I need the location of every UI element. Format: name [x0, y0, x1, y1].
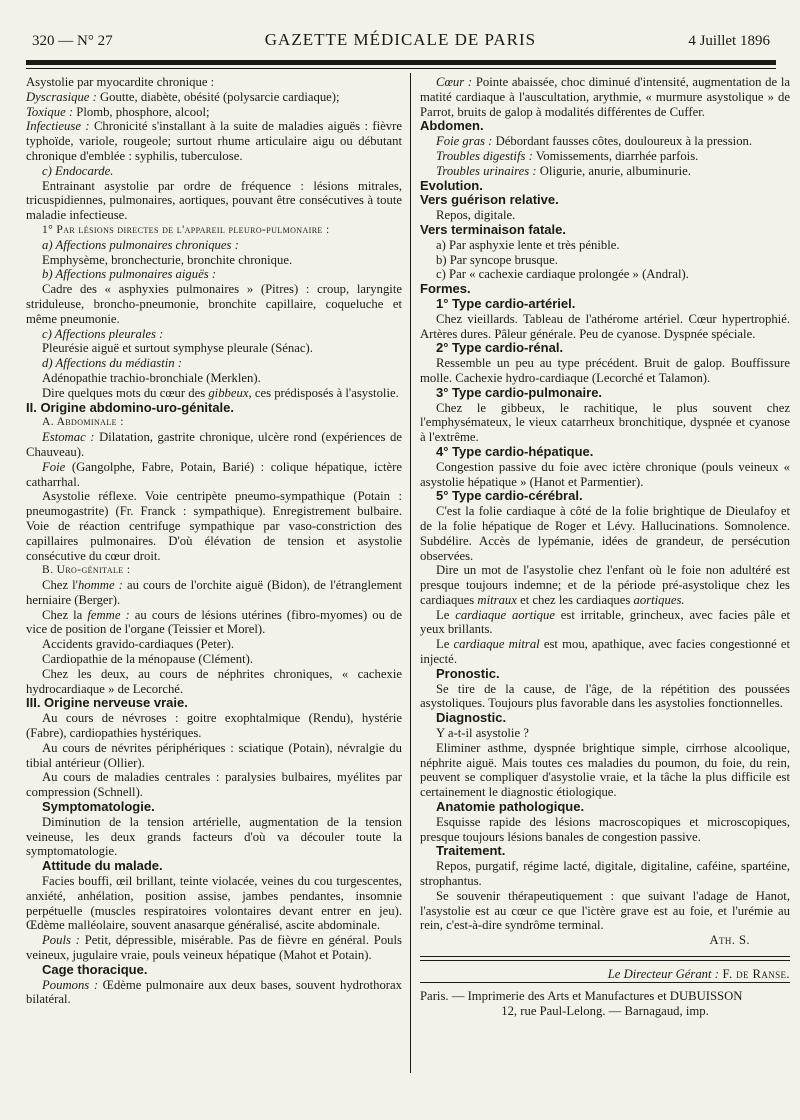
author-signature: Ath. S.	[709, 933, 750, 948]
subsection-heading: B. Uro-génitale :	[42, 564, 131, 577]
newspaper-page	[26, 30, 791, 1109]
paragraph: Chez les deux, au cours de néphrites chroniques, « cachexie hydrocardiaque » de Lecorché.	[26, 666, 402, 696]
footer-rule	[420, 956, 790, 957]
paragraph: Esquisse rapide des lésions macroscopiques et microscopiques, presque toujours lésions banales de congestion passive.	[420, 814, 790, 844]
paragraph: Emphysème, bronchecturie, bronchite chronique.	[42, 252, 293, 267]
subsection-heading: Vers guérison relative.	[420, 192, 559, 208]
subsection-heading: 2° Type cardio-rénal.	[436, 340, 564, 356]
paragraph: Au cours de maladies centrales : paralysies bulbaires, myélites par compression (Schnell).	[26, 770, 402, 800]
director-line: Le Directeur Gérant : F. de Ranse.	[607, 967, 790, 982]
paragraph: Poumons : Œdème pulmonaire aux deux bases, souvent hydrothorax bilatéral.	[26, 977, 402, 1007]
paragraph: Dire quelques mots du cœur des gibbeux, ces prédisposés à l'asystolie.	[42, 385, 399, 400]
paragraph: b) Affections pulmonaires aiguës :	[42, 267, 217, 282]
paragraph: Cœur : Pointe abaissée, choc diminué d'intensité, augmentation de la matité cardiaque à l'auscultation, arythmie, « murmure asystolique » de Parrot, bruits de galop à modalités différentes de Cuffer.	[420, 75, 790, 119]
paragraph: Se tire de la cause, de l'âge, de la répétition des poussées asystoliques. Toujours plus favorable dans les asystolies fonctionnelles.	[420, 681, 790, 711]
section-heading: III. Origine nerveuse vraie.	[26, 695, 188, 711]
imprint-line: Paris. — Imprimerie des Arts et Manufactures et DUBUISSON	[420, 988, 743, 1003]
paragraph: a) Par asphyxie lente et très pénible.	[436, 237, 620, 252]
paragraph: Asystolie par myocardite chronique :	[26, 75, 215, 89]
footer-rule	[420, 960, 790, 961]
paragraph: Entrainant asystolie par ordre de fréquence : lésions mitrales, tricuspidiennes, pulmonaires, aortiques, pouvant être consécutives à toute maladie infectieuse.	[26, 178, 402, 223]
paragraph: Repos, digitale.	[436, 208, 516, 223]
paragraph: Dire un mot de l'asystolie chez l'enfant où le foie non adultéré est presque toujours indemne; et de la période pré-asystolique chez les cardiaques mitraux et chez les cardiaques aortiques.	[420, 563, 790, 607]
footer-rule	[420, 982, 790, 983]
column-divider	[410, 73, 411, 1073]
paragraph: Y a-t-il asystolie ?	[436, 726, 529, 741]
paragraph: Au cours de névrites périphériques : sciatique (Potain), névralgie du tibial antérieur (Ollier).	[26, 740, 402, 770]
paragraph: a) Affections pulmonaires chroniques :	[42, 237, 239, 252]
paragraph: Eliminer asthme, dyspnée brightique simple, cirrhose alcoolique, néphrite aiguë. Mais toutes ces maladies du poumon, du foie, du rein, peuvent se compliquer d'asystolie vraie, et la tâche la plus difficile est certainement le diagnostic étiologique.	[420, 740, 790, 800]
printer-imprint	[420, 989, 790, 1019]
paragraph: b) Par syncope brusque.	[436, 252, 558, 267]
page-header	[26, 30, 776, 52]
paragraph: Pleurésie aiguë et surtout symphyse pleurale (Sénac).	[42, 341, 313, 356]
paragraph: Au cours de névroses : goitre exophtalmique (Rendu), hystérie (Fabre), cardiopathies hystériques.	[26, 711, 402, 741]
paragraph: Adénopathie trachio-bronchiale (Merklen).	[42, 370, 261, 385]
right-column	[420, 75, 790, 1018]
paragraph: Cadre des « asphyxies pulmonaires » (Pitres) : croup, laryngite striduleuse, broncho-pneumonie, bronchite capillaire, coqueluche et même pneumonie.	[26, 282, 402, 326]
paragraph: Troubles urinaires : Oligurie, anurie, albuminurie.	[436, 163, 691, 178]
section-heading: Attitude du malade.	[42, 858, 163, 874]
subsection-heading: 1° Type cardio-artériel.	[436, 295, 576, 311]
section-heading: Diagnostic.	[436, 710, 507, 726]
paragraph: Dyscrasique : Goutte, diabète, obésité (polysarcie cardiaque);	[26, 89, 340, 104]
section-heading: Abdomen.	[420, 118, 484, 134]
imprint-line: 12, rue Paul-Lelong. — Barnagaud, imp.	[501, 1003, 709, 1018]
paragraph: Infectieuse : Chronicité s'installant à la suite de maladies aiguës : fièvre typhoïde, variole, rougeole; surtout rhume articulaire aigu ou débutant chronique d'emblée : syphilis, tuberculose.	[26, 119, 402, 163]
paragraph: Congestion passive du foie avec ictère chronique (pouls veineux « asystolie hépatique » (Hanot et Parmentier).	[420, 459, 790, 489]
subsection-heading: 1° Par lésions directes de l'appareil pleuro-pulmonaire :	[42, 223, 330, 236]
header-rule-thick	[26, 60, 776, 65]
paragraph: Foie (Gangolphe, Fabre, Potain, Barié) : colique hépatique, ictère catharrhal.	[26, 459, 402, 489]
subsection-heading: 4° Type cardio-hépatique.	[436, 443, 594, 459]
issue-date: 4 Juillet 1896	[688, 33, 770, 49]
section-heading: Formes.	[420, 281, 471, 297]
paragraph: c) Endocarde.	[42, 163, 114, 178]
paragraph: Troubles digestifs : Vomissements, diarrhée parfois.	[436, 148, 699, 163]
paragraph: Le cardiaque aortique est irritable, grincheux, avec facies pâle et yeux brillants.	[420, 607, 791, 637]
paragraph: Se souvenir thérapeutiquement : que suivant l'adage de Hanot, l'asystolie est au cœur ce que l'ictère grave est au foie, et l'urémie au rein, c'est-à-dire syndrôme terminal.	[420, 888, 790, 933]
left-column	[26, 75, 402, 1007]
paragraph: Le cardiaque mitral est mou, apathique, avec facies congestionné et injecté.	[420, 637, 791, 667]
paragraph: Chez l'homme : au cours de l'orchite aiguë (Bidon), de l'étranglement herniaire (Berger).	[26, 578, 402, 607]
journal-title: GAZETTE MÉDICALE DE PARIS	[264, 30, 537, 49]
paragraph: Asystolie réflexe. Voie centripète pneumo-sympathique (Potain : pneumogastrite) (Fr. Franck : sympathique). Enregistrement bulbaire. Voie de réaction centrifuge sympathique par vaso-constriction des capillaires pulmonaires. D'où élévation de tension et asystolie consécutive du cœur droit.	[26, 489, 402, 563]
subsection-heading: 5° Type cardio-cérébral.	[436, 488, 583, 504]
paragraph: Chez le gibbeux, le rachitique, le plus souvent chez l'emphysémateux, le vieux catarrheux bronchitique, dyspnée et cyanose à l'extrême.	[420, 400, 790, 445]
paragraph: c) Par « cachexie cardiaque prolongée » (Andral).	[436, 267, 689, 282]
paragraph: Facies bouffi, œil brillant, teinte violacée, veines du cou turgescentes, anxiété, anhélation, position assise, jambes pendantes, insomnie perpétuelle (muscles respiratoires volontaires devant entrer en jeu). Œdème malléolaire, souvent anasarque généralisé, ascite abdominale.	[26, 874, 402, 933]
paragraph: Toxique : Plomb, phosphore, alcool;	[26, 104, 210, 119]
section-heading: Evolution.	[420, 177, 483, 193]
paragraph: Cardiopathie de la ménopause (Clément).	[42, 652, 254, 667]
page-number: 320 — N° 27	[32, 33, 113, 49]
paragraph: Estomac : Dilatation, gastrite chronique, ulcère rond (expériences de Chauveau).	[26, 430, 402, 459]
section-heading: Traitement.	[436, 843, 506, 859]
section-heading: Pronostic.	[436, 665, 500, 681]
paragraph: C'est la folie cardiaque à côté de la folie brightique de Dieulafoy et de la folie hépatique de Roger et Lévy. Hallucinations. Somnolence. Subdélire. Accès de lypémanie, idées de grandeur, de persécution observées.	[420, 504, 790, 563]
subsection-heading: A. Abdominale :	[42, 416, 124, 429]
article-columns	[26, 69, 791, 1109]
section-heading: Anatomie pathologique.	[436, 799, 585, 815]
paragraph: d) Affections du médiastin :	[42, 356, 183, 371]
paragraph: c) Affections pleurales :	[42, 326, 164, 341]
subsection-heading: Vers terminaison fatale.	[420, 221, 566, 237]
paragraph: Chez la femme : au cours de lésions utérines (fibro-myomes) ou de vice de position de l'organe (Teissier et Morel).	[26, 607, 402, 637]
paragraph: Foie gras : Débordant fausses côtes, douloureux à la pression.	[436, 134, 753, 149]
subsection-heading: 3° Type cardio-pulmonaire.	[436, 384, 603, 400]
paragraph: Repos, purgatif, régime lacté, digitale, digitaline, caféine, spartéine, strophantus.	[420, 859, 790, 889]
paragraph: Pouls : Petit, dépressible, misérable. Pas de fièvre en général. Pouls veineux, jugulaire vraie, pouls veineux hépatique (Mahot et Potain).	[26, 933, 402, 963]
section-heading: Cage thoracique.	[42, 961, 148, 977]
section-heading: Symptomatologie.	[42, 799, 155, 815]
paragraph: Chez vieillards. Tableau de l'athérome artériel. Cœur hypertrophié. Artères dures. Pâleur générale. Peu de cyanose. Dyspnée spéciale.	[420, 311, 790, 341]
paragraph: Ressemble un peu au type précédent. Bruit de galop. Bouffissure molle. Cachexie hydro-cardiaque (Lecorché et Talamon).	[420, 356, 790, 385]
paragraph: Diminution de la tension artérielle, augmentation de la tension veineuse, les deux grands facteurs d'où va découler toute la symptomatologie.	[26, 814, 402, 859]
section-heading: II. Origine abdomino-uro-génitale.	[26, 399, 235, 415]
paragraph: Accidents gravido-cardiaques (Peter).	[42, 637, 234, 652]
